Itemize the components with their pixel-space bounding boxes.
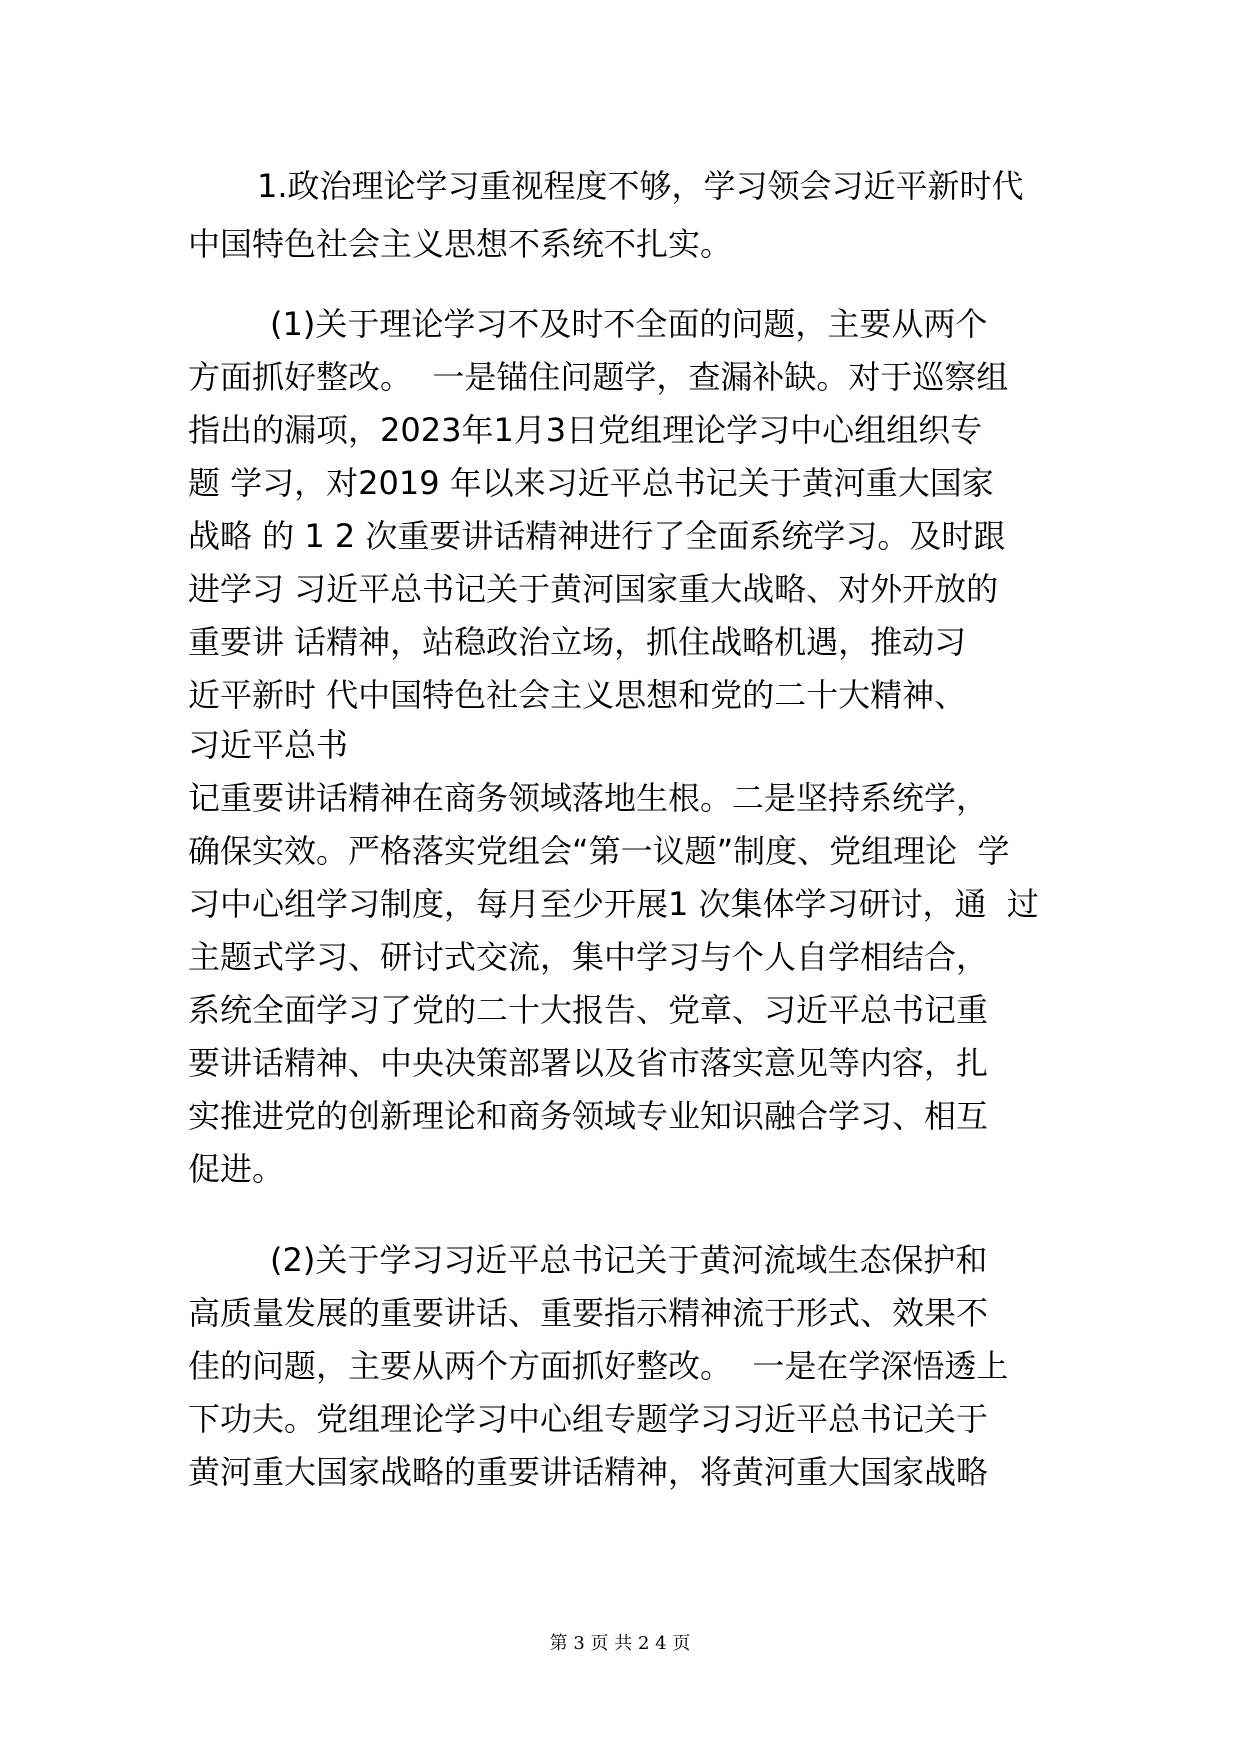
paragraph-2-line-7: 重要讲 话精神，站稳政治立场，抓住战略机遇，推动习: [188, 623, 967, 661]
paragraph-1-line-1: 1.政治理论学习重视程度不够，学习领会习近平新时代: [257, 167, 1024, 205]
paragraph-2-line-2: 方面抓好整改。 一是锚住问题学，查漏补缺。对于巡察组: [188, 358, 1009, 396]
paragraph-2-line-16: 实推进党的创新理论和商务领域专业知识融合学习、相互: [188, 1097, 989, 1135]
paragraph-2-line-4: 题 学习，对2019 年以来习近平总书记关于黄河重大国家: [188, 464, 994, 502]
paragraph-2-line-8: 近平新时 代中国特色社会主义思想和党的二十大精神、: [188, 676, 967, 714]
paragraph-2-line-9: 习近平总书: [188, 726, 349, 764]
paragraph-3-line-5: 黄河重大国家战略的重要讲话精神，将黄河重大国家战略: [188, 1453, 989, 1491]
paragraph-2-line-12: 习中心组学习制度，每月至少开展1 次集体学习研讨，通 过: [188, 885, 1039, 923]
paragraph-3-line-1: (2)关于学习习近平总书记关于黄河流域生态保护和: [270, 1241, 988, 1279]
paragraph-2-line-17: 促进。: [188, 1150, 285, 1188]
paragraph-3-line-2: 高质量发展的重要讲话、重要指示精神流于形式、效果不: [188, 1294, 989, 1332]
paragraph-1-line-2: 中国特色社会主义思想不系统不扎实。: [188, 225, 733, 263]
paragraph-2-line-14: 系统全面学习了党的二十大报告、党章、习近平总书记重: [188, 991, 989, 1029]
paragraph-2-line-10: 记重要讲话精神在商务领域落地生根。二是坚持系统学，: [188, 779, 989, 817]
paragraph-2-line-15: 要讲话精神、中央决策部署以及省市落实意见等内容，扎: [188, 1044, 989, 1082]
paragraph-2-line-11: 确保实效。严格落实党组会“第一议题”制度、党组理论 学: [188, 832, 1010, 870]
paragraph-3-line-3: 佳的问题，主要从两个方面抓好整改。 一是在学深悟透上: [188, 1347, 1009, 1385]
paragraph-2-line-6: 进学习 习近平总书记关于黄河国家重大战略、对外开放的: [188, 570, 999, 608]
paragraph-2-line-13: 主题式学习、研讨式交流，集中学习与个人自学相结合，: [188, 938, 989, 976]
page-number-footer: 第 3 页 共 2 4 页: [549, 1633, 691, 1654]
paragraph-2-line-3: 指出的漏项，2023年1月3日党组理论学习中心组组织专: [188, 411, 983, 449]
paragraph-2-line-5: 战略 的 1 2 次重要讲话精神进行了全面系统学习。及时跟: [188, 517, 1006, 555]
paragraph-2-line-1: (1)关于理论学习不及时不全面的问题，主要从两个: [270, 305, 988, 343]
paragraph-3-line-4: 下功夫。党组理论学习中心组专题学习习近平总书记关于: [188, 1400, 989, 1438]
